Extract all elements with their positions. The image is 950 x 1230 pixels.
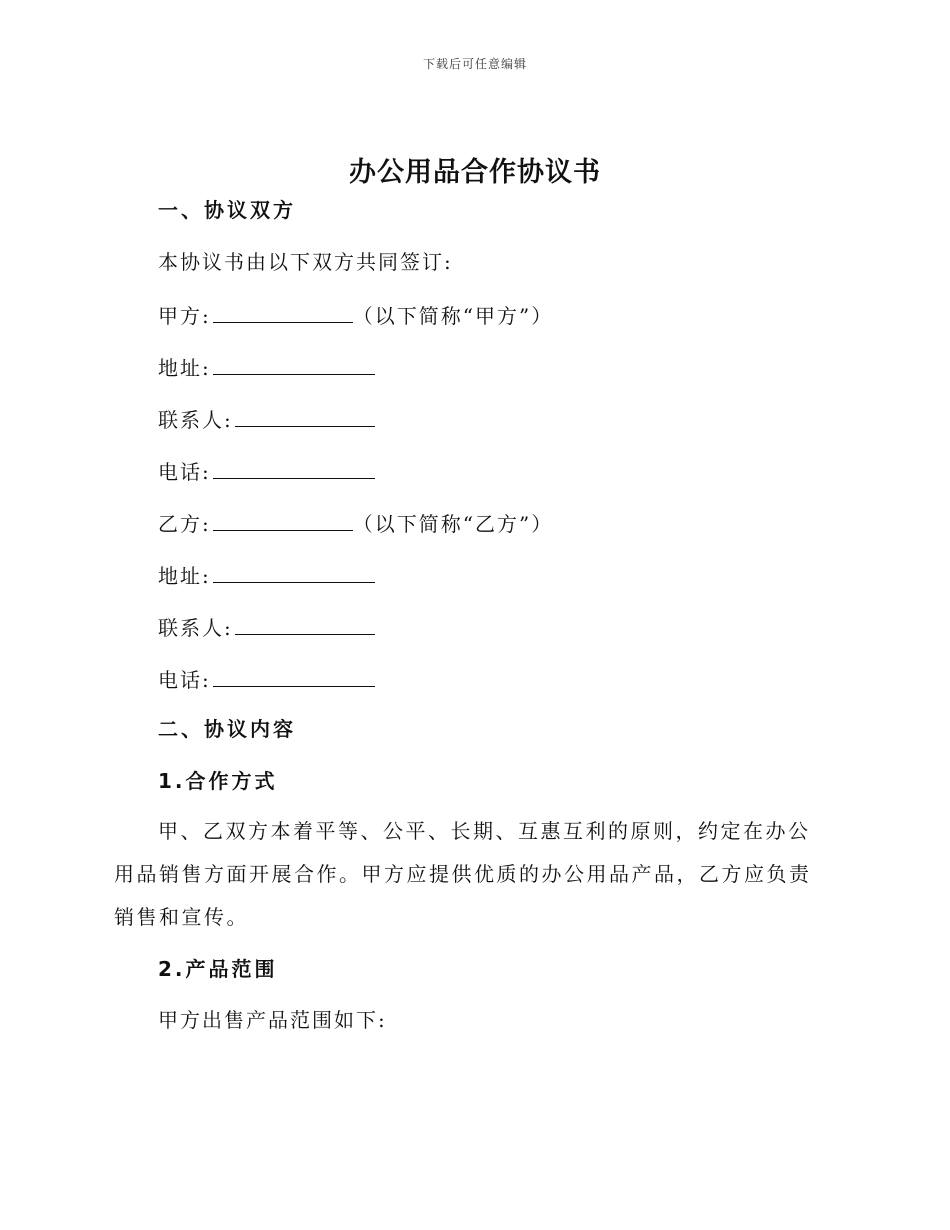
party-a-contact-blank — [235, 404, 375, 427]
party-a-phone-label: 电话: — [158, 460, 211, 484]
section-heading-parties: 一、协议双方 — [158, 198, 296, 222]
party-b-address-line — [158, 560, 375, 590]
section-heading-content: 二、协议内容 — [158, 717, 296, 741]
party-b-line — [158, 508, 553, 538]
party-a-phone-blank — [213, 456, 375, 479]
page-header-note: 下载后可任意编辑 — [422, 57, 527, 71]
cooperation-paragraph: 甲、乙双方本着平等、公平、长期、互惠互利的原则，约定在办公用品销售方面开展合作。甲方应提供优质的办公用品产品，乙方应负责销售和宣传。 — [114, 819, 812, 929]
party-a-address-blank — [213, 352, 375, 375]
document-title: 办公用品合作协议书 — [349, 157, 601, 188]
product-scope-text: 甲方出售产品范围如下: — [158, 1008, 387, 1032]
party-b-address-label: 地址: — [158, 564, 211, 588]
party-b-suffix: （以下简称“乙方”） — [352, 512, 554, 536]
party-b-blank — [213, 508, 353, 531]
subsection-heading-cooperation: 1.合作方式 — [158, 769, 278, 793]
party-a-suffix: （以下简称“甲方”） — [352, 304, 554, 328]
party-a-contact-label: 联系人: — [158, 408, 233, 432]
intro-text: 本协议书由以下双方共同签订: — [158, 250, 453, 274]
party-a-address-label: 地址: — [158, 356, 211, 380]
party-b-label: 乙方: — [158, 512, 211, 536]
party-b-contact-blank — [235, 612, 375, 635]
party-b-phone-blank — [213, 664, 375, 687]
party-a-address-line — [158, 352, 375, 382]
party-b-address-blank — [213, 560, 375, 583]
party-b-contact-label: 联系人: — [158, 616, 233, 640]
party-a-blank — [213, 300, 353, 323]
subsection-heading-product-scope: 2.产品范围 — [158, 957, 278, 981]
party-a-label: 甲方: — [158, 304, 211, 328]
party-a-line — [158, 300, 553, 330]
party-b-contact-line — [158, 612, 375, 642]
party-b-phone-line — [158, 664, 375, 694]
party-b-phone-label: 电话: — [158, 668, 211, 692]
party-a-contact-line — [158, 404, 375, 434]
party-a-phone-line — [158, 456, 375, 486]
